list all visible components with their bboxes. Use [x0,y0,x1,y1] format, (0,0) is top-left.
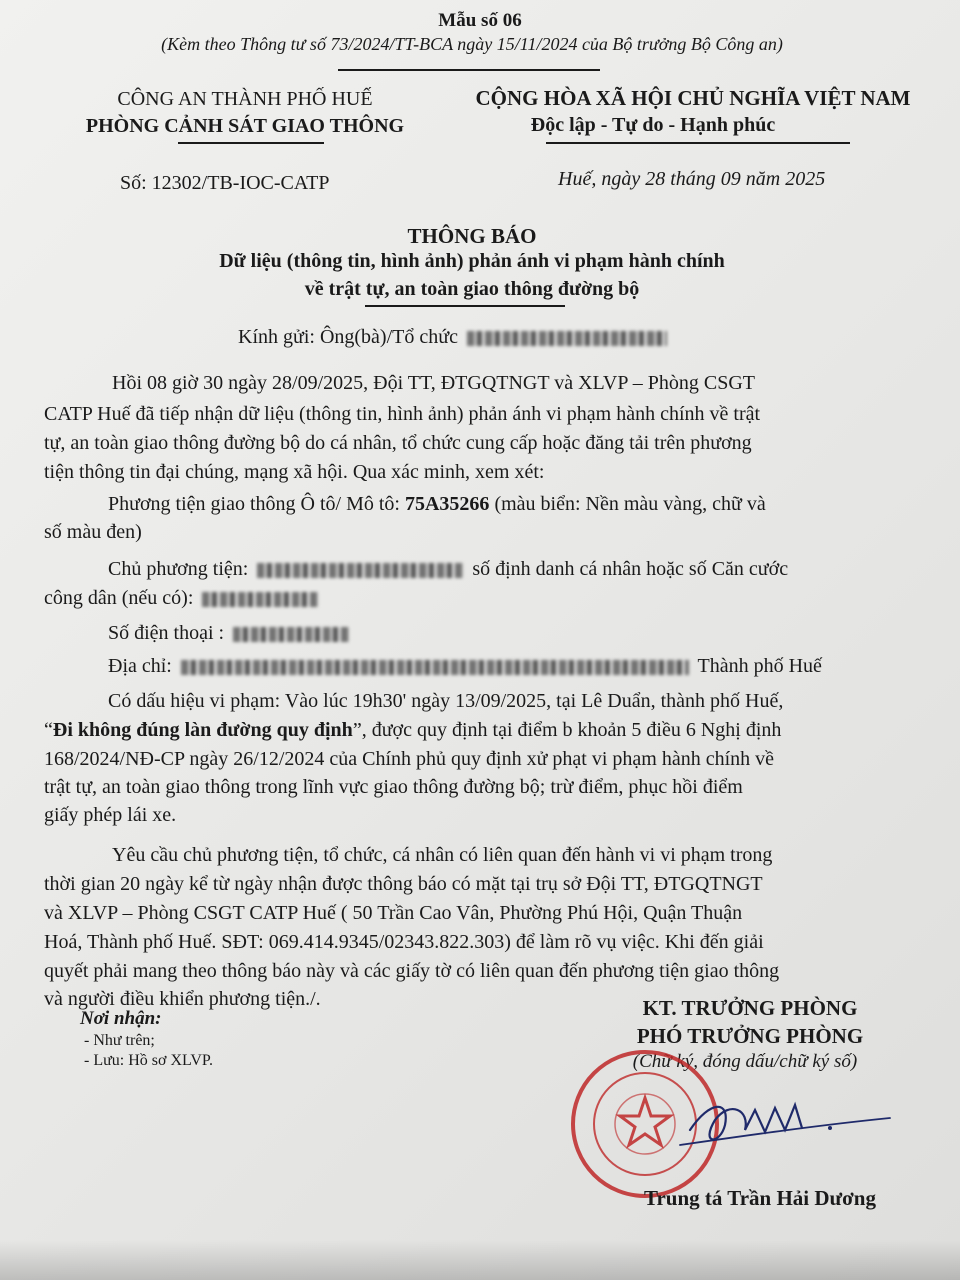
recipient-line [238,326,671,349]
p1-line-4: tiện thông tin đại chúng, mạng xã hội. Qua xác minh, xem xét: [44,461,545,483]
p1-line-3: tự, an toàn giao thông đường bộ do cá nhân, tổ chức cung cấp hoặc đăng tải trên phương [44,432,752,454]
violation-line-2 [44,719,781,742]
redacted-owner-name [257,563,463,578]
request-line-2: thời gian 20 ngày kể từ ngày nhận được thông báo có mặt tại trụ sở Đội TT, ĐTGQTNGT [44,873,763,895]
recipients-item-1: - Như trên; [84,1032,155,1049]
title-underline [365,305,565,307]
redacted-address [181,660,689,675]
violation-line-1: Có dấu hiệu vi phạm: Vào lúc 19h30' ngày 13/09/2025, tại Lê Duẩn, thành phố Huế, [108,690,784,712]
notice-subtitle-1: Dữ liệu (thông tin, hình ảnh) phản ánh vi phạm hành chính [219,250,725,272]
national-motto: Độc lập - Tự do - Hạnh phúc [530,114,776,136]
request-line-1: Yêu cầu chủ phương tiện, tổ chức, cá nhân có liên quan đến hành vi vi phạm trong [112,844,773,866]
signature-note: (Chữ ký, đóng dấu/chữ ký số) [632,1051,858,1072]
agency-underline [178,142,324,144]
address-city: Thành phố Huế [692,655,822,677]
signature-title-2: PHÓ TRƯỞNG PHÒNG [636,1024,864,1048]
address-line [108,655,822,678]
id-label: công dân (nếu có): [44,587,199,609]
violation-quote-open: “ [44,719,53,741]
vehicle-line-2: số màu đen) [44,521,142,543]
notice-subtitle-2: về trật tự, an toàn giao thông đường bộ [304,278,640,300]
phone-label: Số điện thoại : [108,622,230,644]
paper-shadow [0,1240,960,1280]
violation-line-4: trật tự, an toàn giao thông trong lĩnh vực giao thông đường bộ; trừ điểm, phục hồi điểm [44,776,743,798]
agency-name: PHÒNG CẢNH SÁT GIAO THÔNG [85,115,405,137]
p1-line-2: CATP Huế đã tiếp nhận dữ liệu (thông tin, hình ảnh) phản ánh vi phạm hành chính về trật [44,403,761,425]
address-label: Địa chỉ: [108,655,177,677]
signature-title-1: KT. TRƯỞNG PHÒNG [642,996,858,1020]
violation-behavior: Đi không đúng làn đường quy định [52,719,353,741]
national-title: CỘNG HÒA XÃ HỘI CHỦ NGHĨA VIỆT NAM [475,86,911,110]
recipients-item-2: - Lưu: Hồ sơ XLVP. [84,1052,213,1069]
recipients-label: Nơi nhận: [80,1008,162,1029]
motto-underline [546,142,850,144]
notice-title: THÔNG BÁO [407,224,537,248]
phone-line [108,622,353,645]
agency-parent: CÔNG AN THÀNH PHỐ HUẾ [117,88,373,110]
owner-suffix: số định danh cá nhân hoặc số Căn cước [467,558,789,580]
redacted-phone [233,627,349,642]
violation-line-2-rest: ”, được quy định tại điểm b khoản 5 điều 6 Nghị định [352,719,782,741]
request-line-5: quyết phải mang theo thông báo này và các giấy tờ có liên quan đến phương tiện giao thông [44,960,780,982]
document-number: Số: 12302/TB-IOC-CATP [120,172,330,194]
owner-label: Chủ phương tiện: [108,558,254,580]
vehicle-prefix: Phương tiện giao thông Ô tô/ Mô tô: [108,493,405,515]
redacted-id-number [202,592,318,607]
redacted-recipient-name [467,331,667,346]
owner-line [108,558,788,581]
request-line-6: và người điều khiển phương tiện./. [44,988,321,1010]
attachment-underline [338,69,600,71]
form-number: Mẫu số 06 [438,10,522,31]
request-line-4: Hoá, Thành phố Huế. SĐT: 069.414.9345/02343.822.303) để làm rõ vụ việc. Khi đến giải [44,931,764,953]
form-attachment: (Kèm theo Thông tư số 73/2024/TT-BCA ngày 15/11/2024 của Bộ trưởng Bộ Công an) [161,34,783,54]
violation-line-3: 168/2024/NĐ-CP ngày 26/12/2024 của Chính phủ quy định xử phạt vi phạm hành chính về [44,748,775,770]
vehicle-suffix: (màu biển: Nền màu vàng, chữ và [489,493,766,515]
violation-line-5: giấy phép lái xe. [44,804,177,826]
handwritten-signature-icon [670,1090,900,1160]
license-plate: 75A35266 [404,493,490,515]
signer-name: Trung tá Trần Hải Dương [644,1186,876,1210]
vehicle-line [108,493,766,516]
place-date: Huế, ngày 28 tháng 09 năm 2025 [558,168,826,190]
request-line-3: và XLVP – Phòng CSGT CATP Huế ( 50 Trần Cao Vân, Phường Phú Hội, Quận Thuận [44,902,743,924]
id-line [44,587,322,610]
p1-line-1: Hồi 08 giờ 30 ngày 28/09/2025, Đội TT, ĐTGQTNGT và XLVP – Phòng CSGT [112,372,755,394]
recipient-label: Kính gửi: Ông(bà)/Tổ chức [238,326,458,348]
